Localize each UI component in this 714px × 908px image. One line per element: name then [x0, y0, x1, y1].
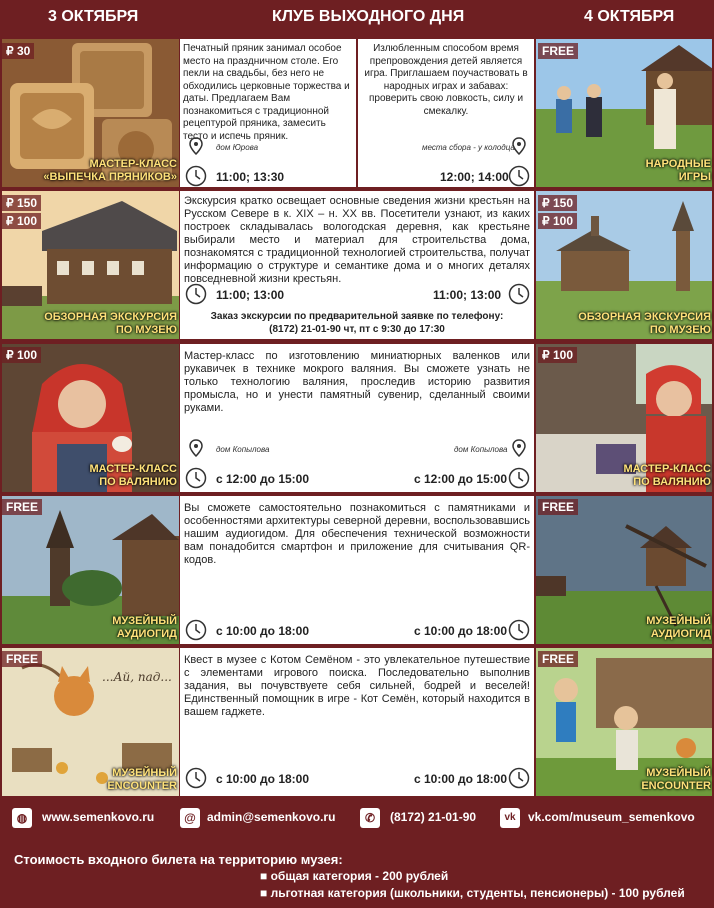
clock-icon	[185, 767, 207, 789]
price-badge: FREE	[538, 499, 578, 515]
event-description: Печатный пряник занимал особое место на праздничном столе. Его пекли на свадьбы, без него не обходились церковные торжества и даты. Предлагаем Вам познакомиться с традиционной рецептурой пряника, замесить тесто и испечь пряник.	[183, 43, 350, 142]
row-gingerbread-games	[0, 35, 714, 188]
event-caption: МАСТЕР-КЛАСС ПО ВАЛЯНИЮ	[623, 463, 711, 488]
ticket-prices	[0, 842, 714, 908]
ticket-item: ■ общая категория - 200 рублей	[260, 869, 449, 883]
price-badge: ₽ 100	[2, 347, 41, 363]
price-badge: FREE	[2, 651, 42, 667]
event-time: 11:00; 13:30	[216, 170, 285, 184]
event-time: 11:00; 13:00	[216, 288, 285, 302]
phone-link[interactable]: (8172) 21-01-90	[390, 810, 477, 824]
description-panel	[180, 496, 534, 644]
price-badge: FREE	[538, 651, 578, 667]
price-badge: ₽ 150	[2, 195, 41, 211]
event-description: Излюбленным способом время препровождения детей является игра. Приглашаем поучаствовать в народных играх и забавах: проверить свою ловкость, силу и смекалку.	[364, 43, 528, 117]
left-date: 3 ОКТЯБРЯ	[48, 8, 139, 25]
booking-note: Заказ экскурсии по предварительной заявке по телефону:	[210, 311, 504, 322]
event-time: с 12:00 до 15:00	[216, 472, 310, 486]
price-badge: ₽ 100	[538, 213, 577, 229]
event-caption: МУЗЕЙНЫЙ АУДИОГИД	[646, 615, 711, 640]
event-caption: МУЗЕЙНЫЙ АУДИОГИД	[112, 615, 177, 640]
event-description: Мастер-класс по изготовлению миниатюрных валенков или рукавичек в технике мокрого валяния. Вы сможете узнать не только технологию валяния, проследив историю развития промысла, но и унести памятный сувенир, сделанный своими руками.	[184, 350, 530, 414]
event-caption: ОБЗОРНАЯ ЭКСКУРСИЯ ПО МУЗЕЮ	[44, 311, 177, 336]
event-caption: НАРОДНЫЕ ИГРЫ	[645, 158, 711, 183]
event-time: 11:00; 13:00	[433, 288, 502, 302]
event-location: места сбора - у колодца	[422, 143, 515, 152]
clock-icon	[508, 165, 530, 187]
location-pin-icon	[189, 439, 203, 457]
clock-icon	[185, 165, 207, 187]
event-time: с 10:00 до 18:00	[414, 772, 508, 786]
event-caption: МУЗЕЙНЫЙ ENCOUNTER	[641, 767, 711, 792]
price-badge: ₽ 30	[2, 43, 34, 59]
tickets-title: Стоимость входного билета на территорию музея:	[14, 852, 343, 867]
illustration-text: ...Ай, пад...	[102, 670, 172, 684]
price-badge: FREE	[2, 499, 42, 515]
row-excursion	[0, 188, 714, 341]
website-link[interactable]: www.semenkovo.ru	[42, 810, 155, 824]
clock-icon	[508, 283, 530, 305]
location-pin-icon	[512, 137, 526, 155]
event-caption: МАСТЕР-КЛАСС «ВЫПЕЧКА ПРЯНИКОВ»	[43, 158, 177, 183]
description-panel	[180, 344, 534, 492]
price-badge: ₽ 150	[538, 195, 577, 211]
price-badge: ₽ 100	[2, 213, 41, 229]
header	[0, 0, 714, 33]
clock-icon	[185, 619, 207, 641]
event-caption: ОБЗОРНАЯ ЭКСКУРСИЯ ПО МУЗЕЮ	[578, 311, 711, 336]
event-location: дом Копылова	[216, 445, 270, 454]
at-sign-icon: @	[180, 808, 200, 828]
email-link[interactable]: admin@semenkovo.ru	[207, 810, 336, 824]
clock-icon	[185, 467, 207, 489]
description-panel	[180, 191, 534, 339]
event-location: дом Юрова	[216, 143, 259, 152]
description-panel	[358, 39, 534, 187]
event-location: дом Копылова	[454, 445, 508, 454]
event-time: с 12:00 до 15:00	[414, 472, 508, 486]
row-audioguide	[0, 493, 714, 645]
location-pin-icon	[189, 137, 203, 155]
row-felting	[0, 341, 714, 493]
location-pin-icon	[512, 439, 526, 457]
event-description: Экскурсия кратко освещает основные сведения жизни крестьян на Русском Севере в к. XIX – н. XX вв. Посетители узнают, из каких построек складывалась вологодская деревня, как крестьяне выбирали место и материал для строительства дома, познакомятся с традиционной технологией строительства, получат информацию о структуре и семантике дома и о многих деталях повседневной жизни крестьян.	[184, 195, 530, 285]
row-encounter	[0, 645, 714, 797]
clock-icon	[185, 283, 207, 305]
clock-icon	[508, 467, 530, 489]
event-time: с 10:00 до 18:00	[216, 772, 310, 786]
event-time: с 10:00 до 18:00	[414, 624, 508, 638]
description-panel	[180, 648, 534, 796]
event-time: 12:00; 14:00	[440, 170, 509, 184]
phone-icon: ✆	[360, 808, 380, 828]
price-badge: FREE	[538, 43, 578, 59]
clock-icon	[508, 619, 530, 641]
event-caption: МУЗЕЙНЫЙ ENCOUNTER	[107, 767, 177, 792]
right-date: 4 ОКТЯБРЯ	[584, 8, 675, 25]
booking-phone: (8172) 21-01-90 чт, пт с 9:30 до 17:30	[269, 324, 445, 335]
event-caption: МАСТЕР-КЛАСС ПО ВАЛЯНИЮ	[89, 463, 177, 488]
description-panel	[180, 39, 356, 187]
price-badge: ₽ 100	[538, 347, 577, 363]
globe-icon: ◍	[12, 808, 32, 828]
event-time: с 10:00 до 18:00	[216, 624, 310, 638]
page-title: КЛУБ ВЫХОДНОГО ДНЯ	[272, 8, 465, 25]
event-description: Вы сможете самостоятельно познакомиться с памятниками и особенностями архитектуры северной деревни, воспользовавшись нашим аудиогидом. Для обеспечения технической возможности вам понадобится смартфон и приложение для считывания QR-кодов.	[184, 502, 530, 566]
vk-link[interactable]: vk.com/museum_semenkovo	[528, 810, 695, 824]
vk-icon: vk	[500, 808, 520, 828]
clock-icon	[508, 767, 530, 789]
contacts-bar	[0, 800, 714, 840]
event-description: Квест в музее с Котом Семёном - это увлекательное путешествие с элементами игрового поиска. Последовательно выполнив задания, вы почувствуете себя сильней, бодрей и веселей! Единственный помощник в игре - Кот Семён, который находится в вашем гаджете.	[184, 654, 530, 718]
ticket-item: ■ льготная категория (школьники, студенты, пенсионеры) - 100 рублей	[260, 886, 685, 900]
